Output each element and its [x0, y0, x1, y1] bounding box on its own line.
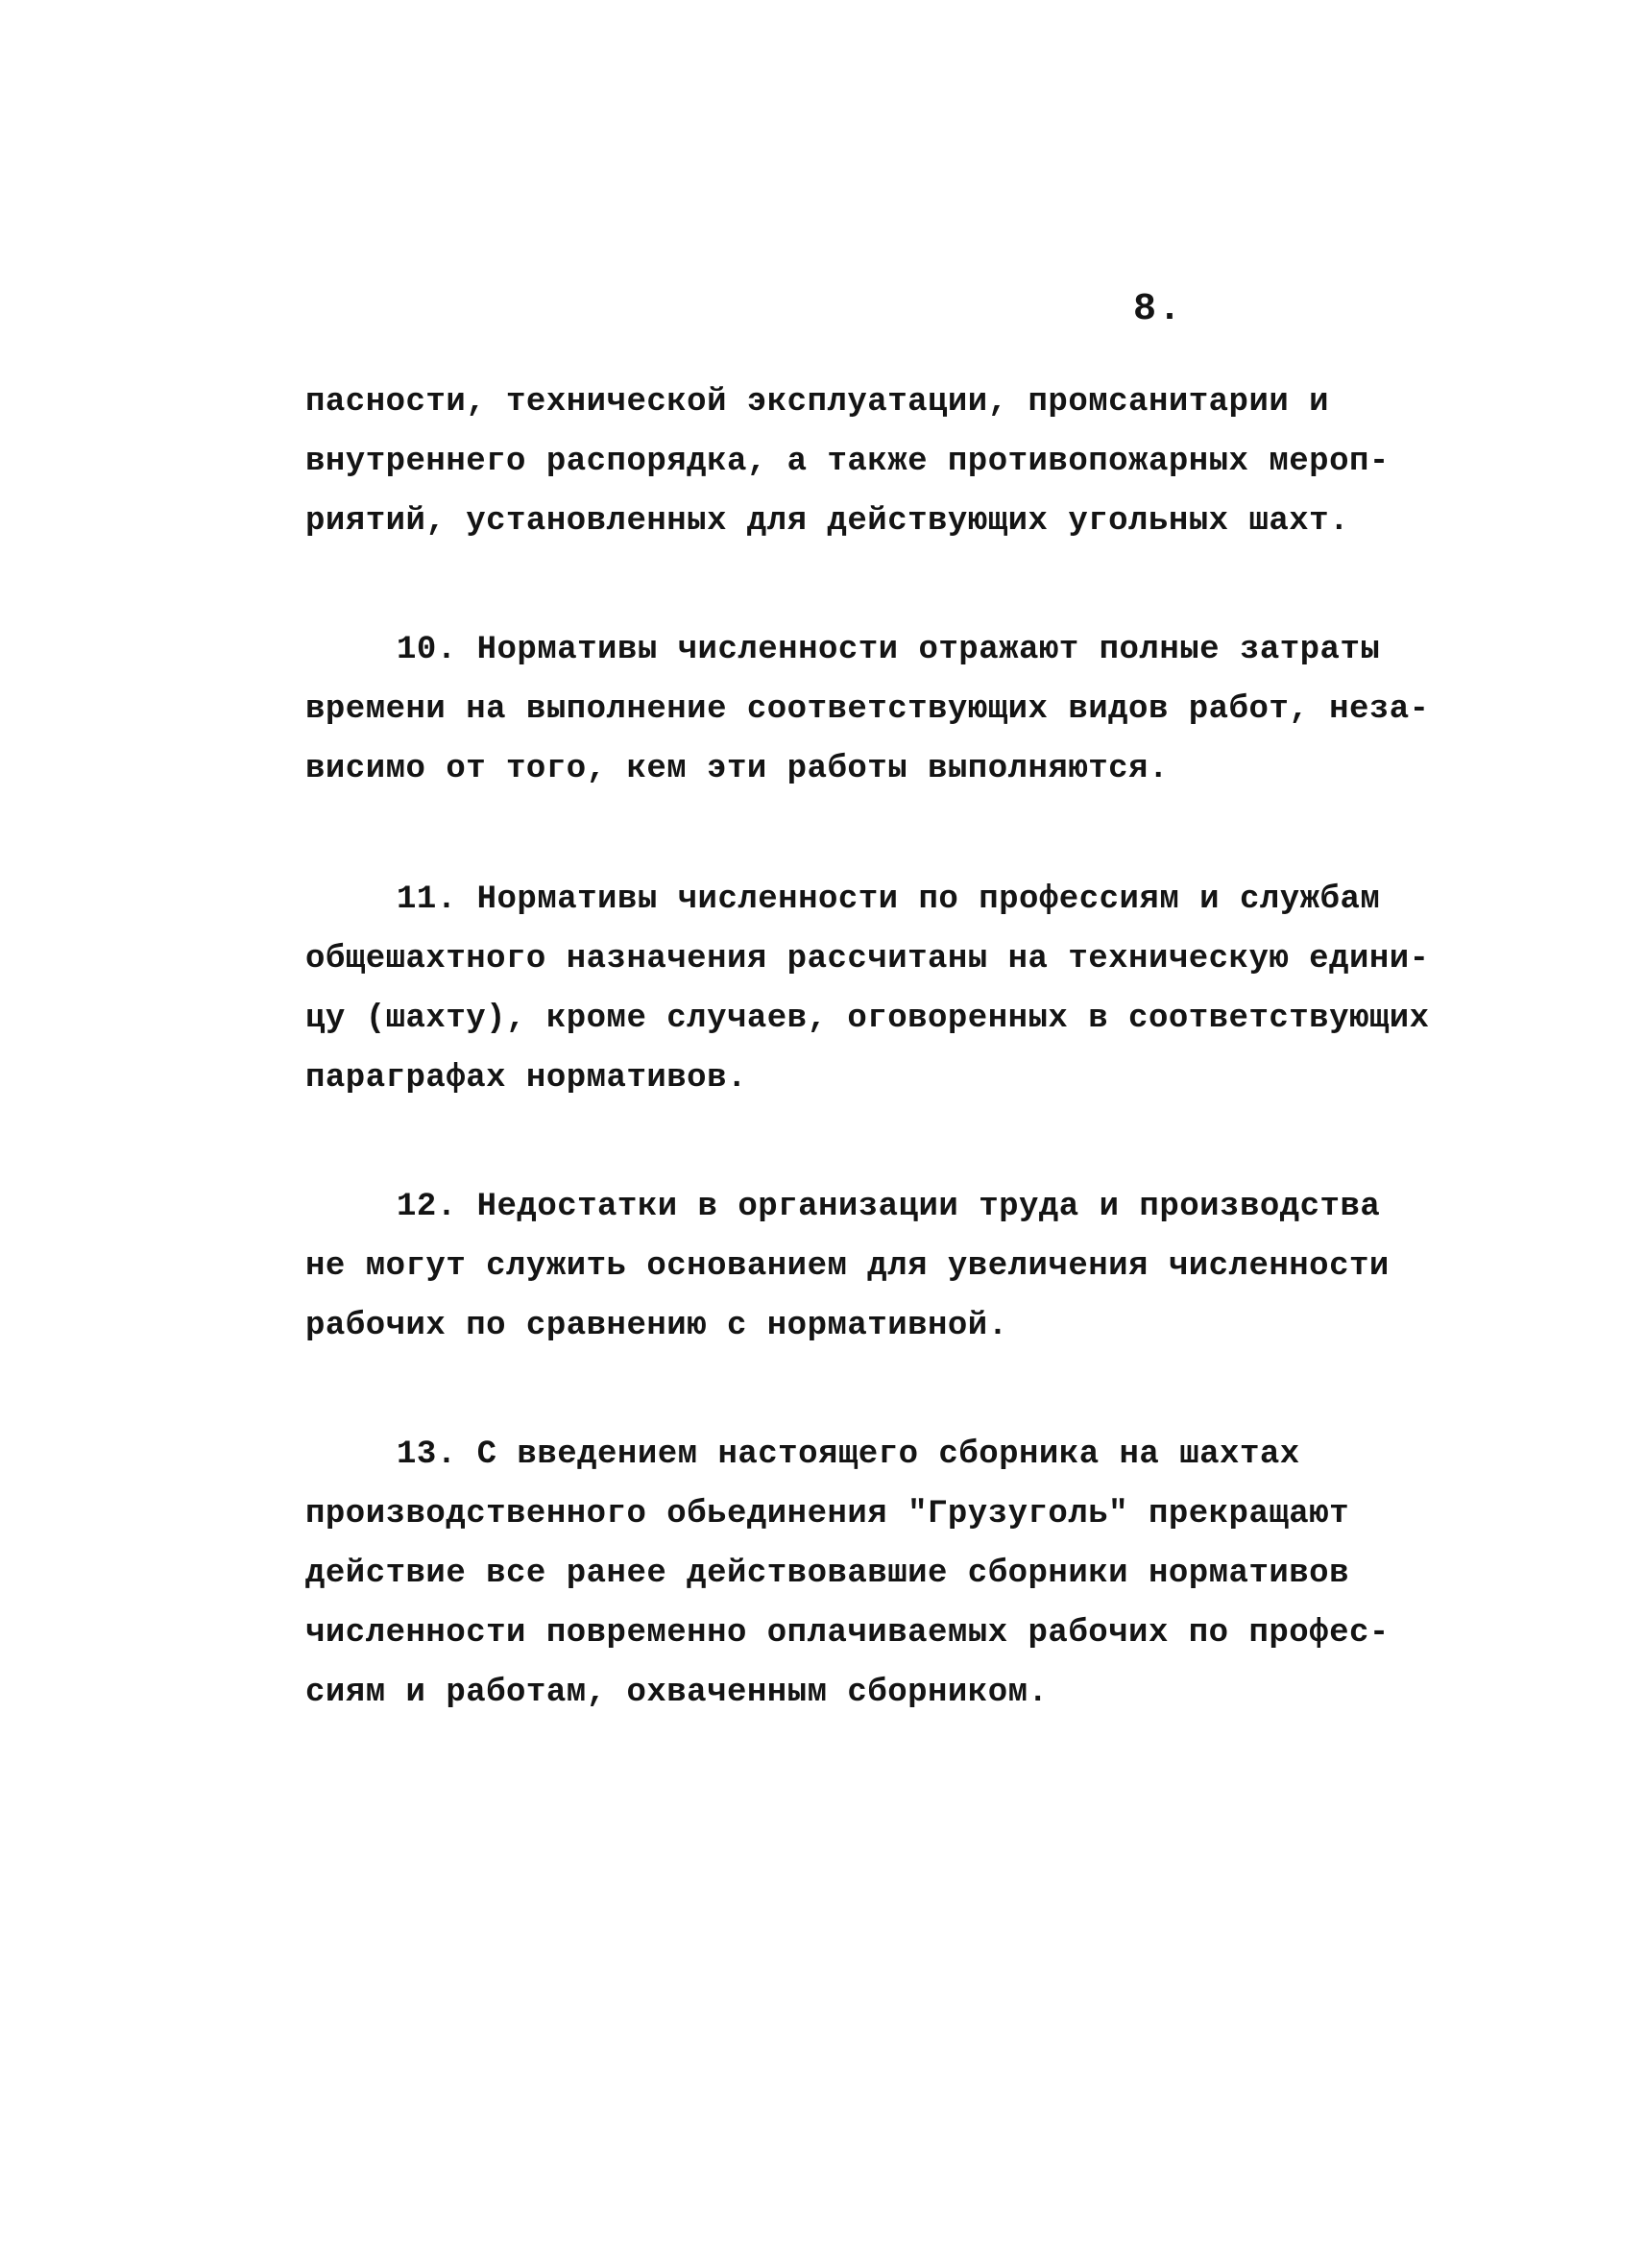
paragraph-line: численности повременно оплачиваемых рабочих по профес- [305, 1615, 1390, 1652]
paragraph-line: 12. Недостатки в организации труда и производства [397, 1189, 1381, 1225]
paragraph-13 [305, 1425, 1391, 1723]
paragraph-line: 10. Нормативы численности отражают полные затраты [397, 632, 1381, 668]
paragraph-line: 11. Нормативы численности по профессиям и службам [397, 881, 1381, 918]
paragraph-line: пасности, технической эксплуатации, промсанитарии и [305, 384, 1330, 421]
paragraph-continuation [305, 373, 1391, 551]
paragraph-line: рабочих по сравнению с нормативной. [305, 1308, 1008, 1344]
paragraph-line: действие все ранее действовавшие сборники нормативов [305, 1556, 1349, 1592]
page-number: 8. [1133, 288, 1184, 331]
paragraph-line: висимо от того, кем эти работы выполняются. [305, 751, 1169, 787]
paragraph-line: сиям и работам, охваченным сборником. [305, 1675, 1049, 1711]
paragraph-line: не могут служить основанием для увеличения численности [305, 1248, 1390, 1285]
paragraph-line: риятий, установленных для действующих угольных шахт. [305, 503, 1349, 540]
paragraph-line: времени на выполнение соответствующих видов работ, неза- [305, 691, 1430, 728]
paragraph-line: 13. С введением настоящего сборника на шахтах [397, 1436, 1300, 1473]
paragraph-line: цу (шахту), кроме случаев, оговоренных в соответствующих [305, 1001, 1430, 1037]
paragraph-10 [305, 620, 1430, 799]
paragraph-line: параграфах нормативов. [305, 1060, 747, 1097]
paragraph-line: производственного обьединения "Грузуголь" прекращают [305, 1496, 1349, 1532]
paragraph-11 [305, 870, 1430, 1108]
paragraph-12 [305, 1177, 1391, 1356]
paragraph-line: общешахтного назначения рассчитаны на техническую едини- [305, 941, 1430, 977]
paragraph-line: внутреннего распорядка, а также противопожарных мероп- [305, 444, 1390, 480]
